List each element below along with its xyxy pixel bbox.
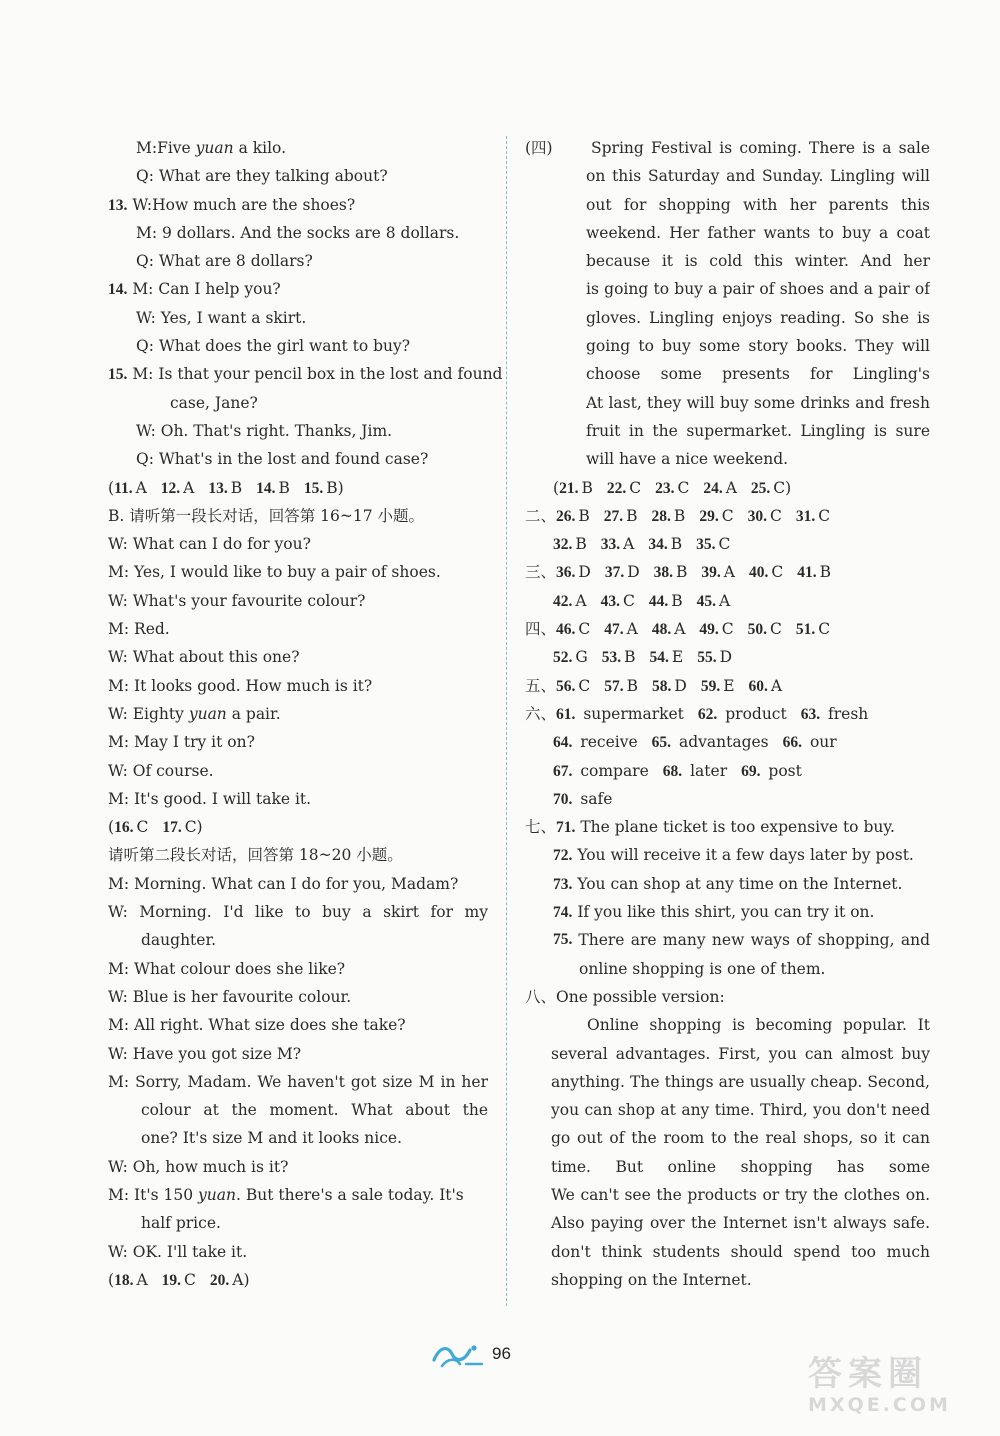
dialog-line: W: Of course. [108, 761, 214, 780]
answer-key-11-15: (11. A 12. A 13. B 14. B 15. B) [108, 478, 344, 497]
dialog-line: M: Red. [108, 620, 170, 639]
dialog-line: W: Have you got size M? [108, 1044, 302, 1063]
answer-key-16-17: (16. C 17. C) [108, 818, 203, 837]
section-7-answers: 七、71. The plane ticket is too expensive to buy. 72. You will receive it a few days later by post. 73. You can shop at any time on the Internet. 74. If you like this shirt, you can try it on. 75. There are many new ways of shopping, and online shopping is one of them. [525, 818, 930, 978]
dialog-line: M: All right. What size does she take? [108, 1016, 406, 1035]
question-13: 13. W:How much are the shoes? [108, 195, 356, 214]
watermark-url: MXQE.COM [808, 1394, 951, 1416]
dialog-line: W: Blue is her favourite colour. [108, 987, 352, 1006]
section-6-answers: 六、61. supermarket 62. product 63. fresh 64. receive 65. advantages 66. our 67. compare 68. later 69. post 70. safe [525, 704, 869, 808]
dialog-line: M: Sorry, Madam. We haven't got size M in her [108, 1072, 488, 1091]
answer-key-18-20: (18. A 19. C 20. A) [108, 1270, 250, 1289]
dialog-line: M: It looks good. How much is it? [108, 676, 373, 695]
dialog-line: M: Morning. What can I do for you, Madam? [108, 874, 459, 893]
question-15: 15. M: Is that your pencil box in the lost and found [108, 365, 503, 384]
section-2-answers: 二、26. B 27. B 28. B 29. C 30. C 31. C 32. B 33. A 34. B 35. C [525, 506, 831, 554]
section-b-heading: B. 请听第一段长对话，回答第 16~17 小题。 [108, 506, 425, 525]
watermark-text: 答案圈 [808, 1354, 928, 1394]
dialog-line: Q: What are they talking about? [136, 167, 388, 186]
section-8-essay: 八、One possible version: Online shopping is becoming popular. It several advantages. First, you can almost buy anything. The things are usually cheap. Second, you can shop at any time. Third, you don't need go out of the room to the real shops, so it can time. But online shopping has some We can't see the products or try the clothes on. Also paying over the Internet isn't always safe. don't think students should spend too much shopping on the Internet. [525, 983, 930, 1294]
decorative-logo-icon [430, 1338, 488, 1372]
dialog-line: M:Five yuan a kilo. [136, 139, 287, 157]
dialog-line: M: It's good. I will take it. [108, 789, 312, 808]
passage-first-line: (四) Spring Festival is coming. There is a sale [525, 134, 930, 162]
watermark-logo [808, 1354, 986, 1424]
question-14: 14. M: Can I help you? [108, 280, 281, 299]
section-5-answers: 五、56. C 57. B 58. D 59. E 60. A [525, 676, 783, 695]
left-column [108, 134, 503, 1294]
dialog-line: M: What colour does she like? [108, 959, 346, 978]
dialog-line: Q: What does the girl want to buy? [136, 337, 411, 356]
right-column [525, 134, 930, 1294]
dialog-line: half price. [141, 1214, 221, 1233]
dialog-line: W: Eighty yuan a pair. [108, 704, 281, 723]
dialog-line: colour at the moment. What about the [141, 1101, 488, 1120]
dialog-line: W: Oh. That's right. Thanks, Jim. [136, 421, 393, 440]
page-footer [430, 1336, 570, 1376]
dialog-line: W: OK. I'll take it. [108, 1242, 248, 1261]
passage-body: on this Saturday and Sunday. Lingling will out for shopping with her parents this weekend. Her father wants to buy a coat because it is cold this winter. And her is going to buy a pair of shoes and a pair of gloves. Lingling enjoys reading. So she is going to buy some story books. They will choose some presents for Lingling's At last, they will buy some drinks and fresh fruit in the supermarket. Lingling is sure will have a nice weekend. [586, 167, 930, 469]
dialog-line: daughter. [141, 931, 217, 950]
dialog-line: W: What's your favourite colour? [108, 591, 366, 610]
dialog-line: W: Yes, I want a skirt. [136, 308, 307, 327]
answer-key-21-25: (21. B 22. C 23. C 24. A 25. C) [553, 478, 792, 497]
section-heading: 请听第二段长对话，回答第 18~20 小题。 [108, 846, 403, 865]
dialog-line: W: Oh, how much is it? [108, 1157, 289, 1176]
passage-label: (四) [525, 139, 553, 157]
dialog-line: M: May I try it on? [108, 733, 255, 752]
dialog-line: Q: What's in the lost and found case? [136, 450, 429, 469]
dialog-line: case, Jane? [170, 393, 258, 412]
page-number: 96 [492, 1344, 511, 1363]
dialog-line: M: It's 150 yuan. But there's a sale today. It's [108, 1185, 464, 1204]
dialog-line: M: Yes, I would like to buy a pair of shoes. [108, 563, 441, 582]
dialog-line: W: Morning. I'd like to buy a skirt for my [108, 903, 488, 922]
dialog-line: W: What about this one? [108, 648, 300, 667]
section-3-answers: 三、36. D 37. D 38. B 39. A 40. C 41. B 42. A 43. C 44. B 45. A [525, 563, 831, 610]
dialog-line: one? It's size M and it looks nice. [141, 1129, 402, 1148]
dialog-line: M: 9 dollars. And the socks are 8 dollars. [136, 223, 460, 242]
section-4-answers: 四、46. C 47. A 48. A 49. C 50. C 51. C 52. G 53. B 54. E 55. D [525, 620, 831, 667]
essay-heading: 八、One possible version: [525, 987, 725, 1006]
dialog-line: W: What can I do for you? [108, 535, 311, 554]
dialog-line: Q: What are 8 dollars? [136, 252, 313, 271]
column-divider [506, 136, 507, 1306]
